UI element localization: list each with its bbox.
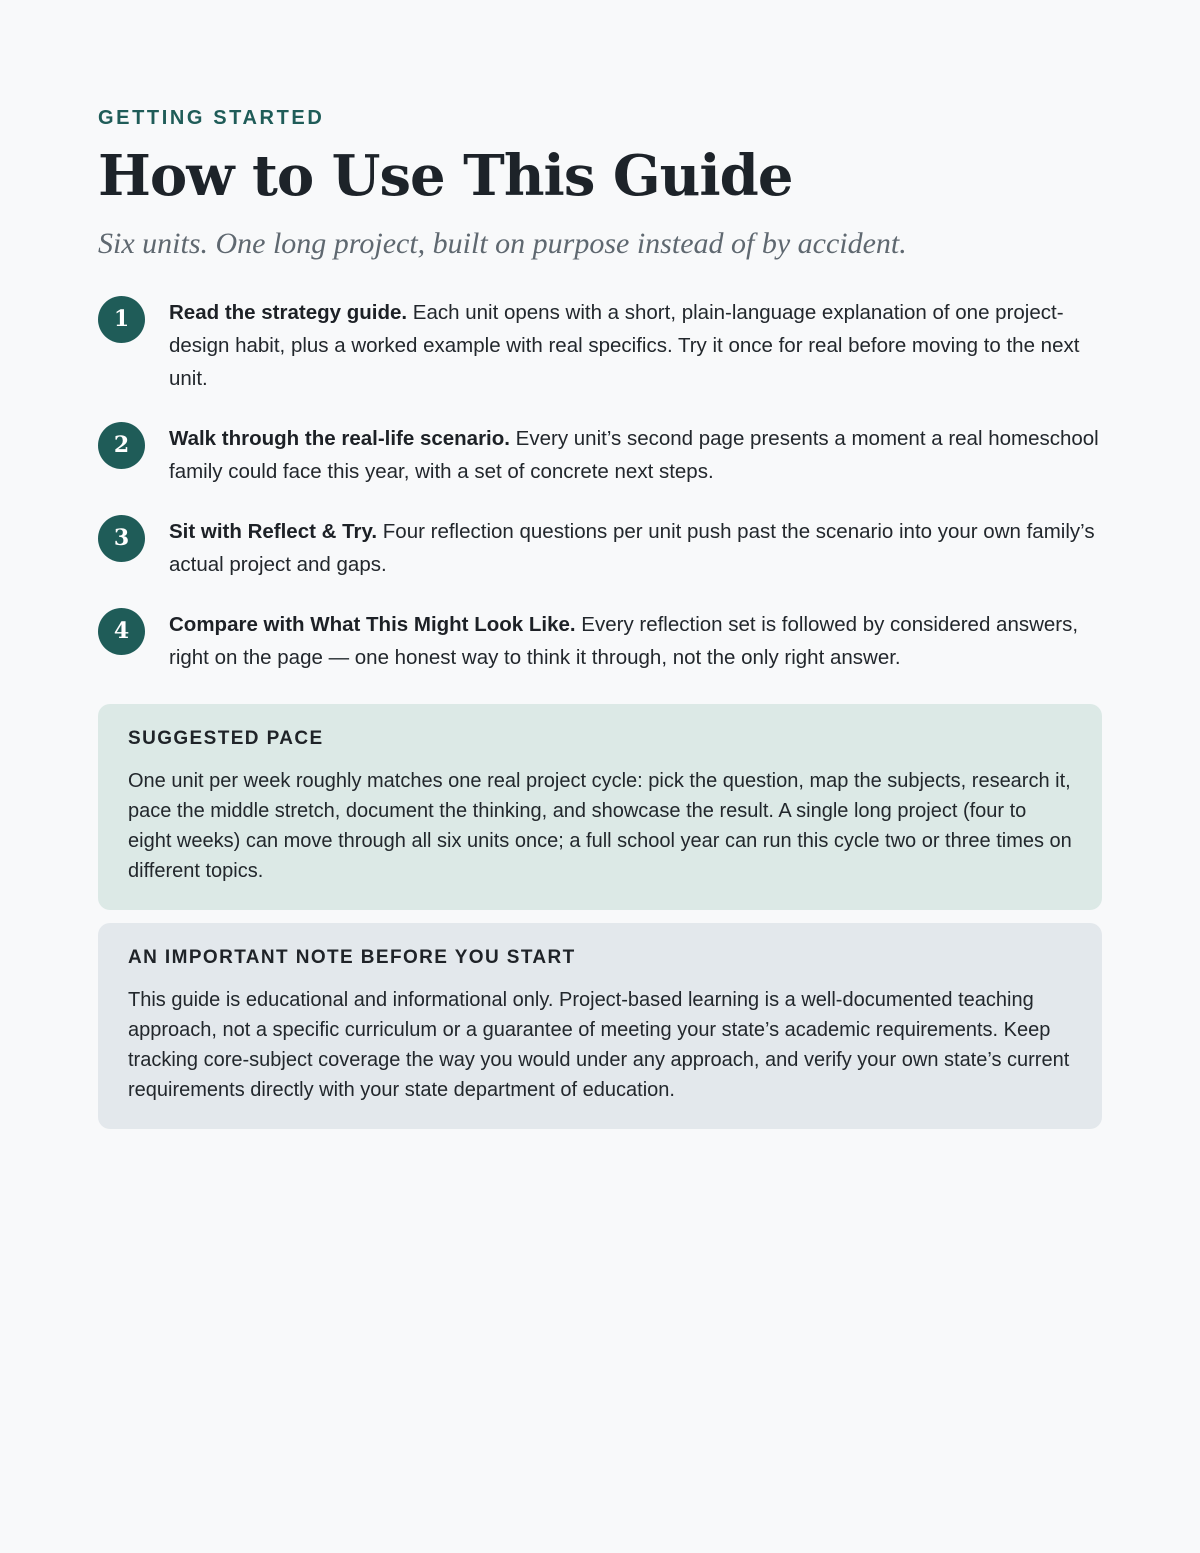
step-number-badge: 1: [98, 296, 145, 343]
step-heading: Compare with What This Might Look Like.: [169, 613, 576, 636]
step-text: [169, 422, 1102, 488]
callout-heading: SUGGESTED PACE: [128, 728, 324, 749]
steps-list: [98, 296, 1102, 674]
page-subtitle: Six units. One long project, built on purpose instead of by accident.: [98, 227, 907, 260]
step-number-badge: 4: [98, 608, 145, 655]
page-title: How to Use This Guide: [98, 143, 793, 209]
step-text: [169, 296, 1102, 395]
section-eyebrow: GETTING STARTED: [98, 107, 325, 129]
suggested-pace-callout: [98, 704, 1102, 910]
important-note-callout: [98, 923, 1102, 1129]
callout-body: This guide is educational and informational only. Project-based learning is a well-documented teaching approach, not a specific curriculum or a guarantee of meeting your state’s academic requirements. Keep tracking core-subject coverage the way you would under any approach, and verify your own state’s current requirements directly with your state department of education.: [128, 989, 1070, 1101]
step-number-badge: 2: [98, 422, 145, 469]
callout-body: One unit per week roughly matches one real project cycle: pick the question, map the subjects, research it, pace the middle stretch, document the thinking, and showcase the result. A single long project (four to eight weeks) can move through all six units once; a full school year can run this cycle two or three times on different topics.: [128, 770, 1072, 882]
step-body: Every unit’s second page presents a moment a real homeschool family could face this year, with a set of concrete next steps.: [169, 427, 1099, 483]
step-body: Four reflection questions per unit push past the scenario into your own family’s actual project and gaps.: [169, 520, 1095, 576]
step-heading: Walk through the real-life scenario.: [169, 427, 510, 450]
step-item: [98, 296, 1102, 395]
step-heading: Sit with Reflect & Try.: [169, 520, 378, 543]
step-item: [98, 422, 1102, 488]
step-item: [98, 608, 1102, 674]
step-heading: Read the strategy guide.: [169, 301, 408, 324]
step-text: [169, 608, 1102, 674]
step-number-badge: 3: [98, 515, 145, 562]
step-body: Every reflection set is followed by considered answers, right on the page — one honest way to think it through, not the only right answer.: [169, 613, 1079, 669]
step-text: [169, 515, 1102, 581]
step-item: [98, 515, 1102, 581]
callout-heading: AN IMPORTANT NOTE BEFORE YOU START: [128, 947, 576, 968]
step-body: Each unit opens with a short, plain-language explanation of one project-design habit, plus a worked example with real specifics. Try it once for real before moving to the next unit.: [169, 301, 1080, 390]
